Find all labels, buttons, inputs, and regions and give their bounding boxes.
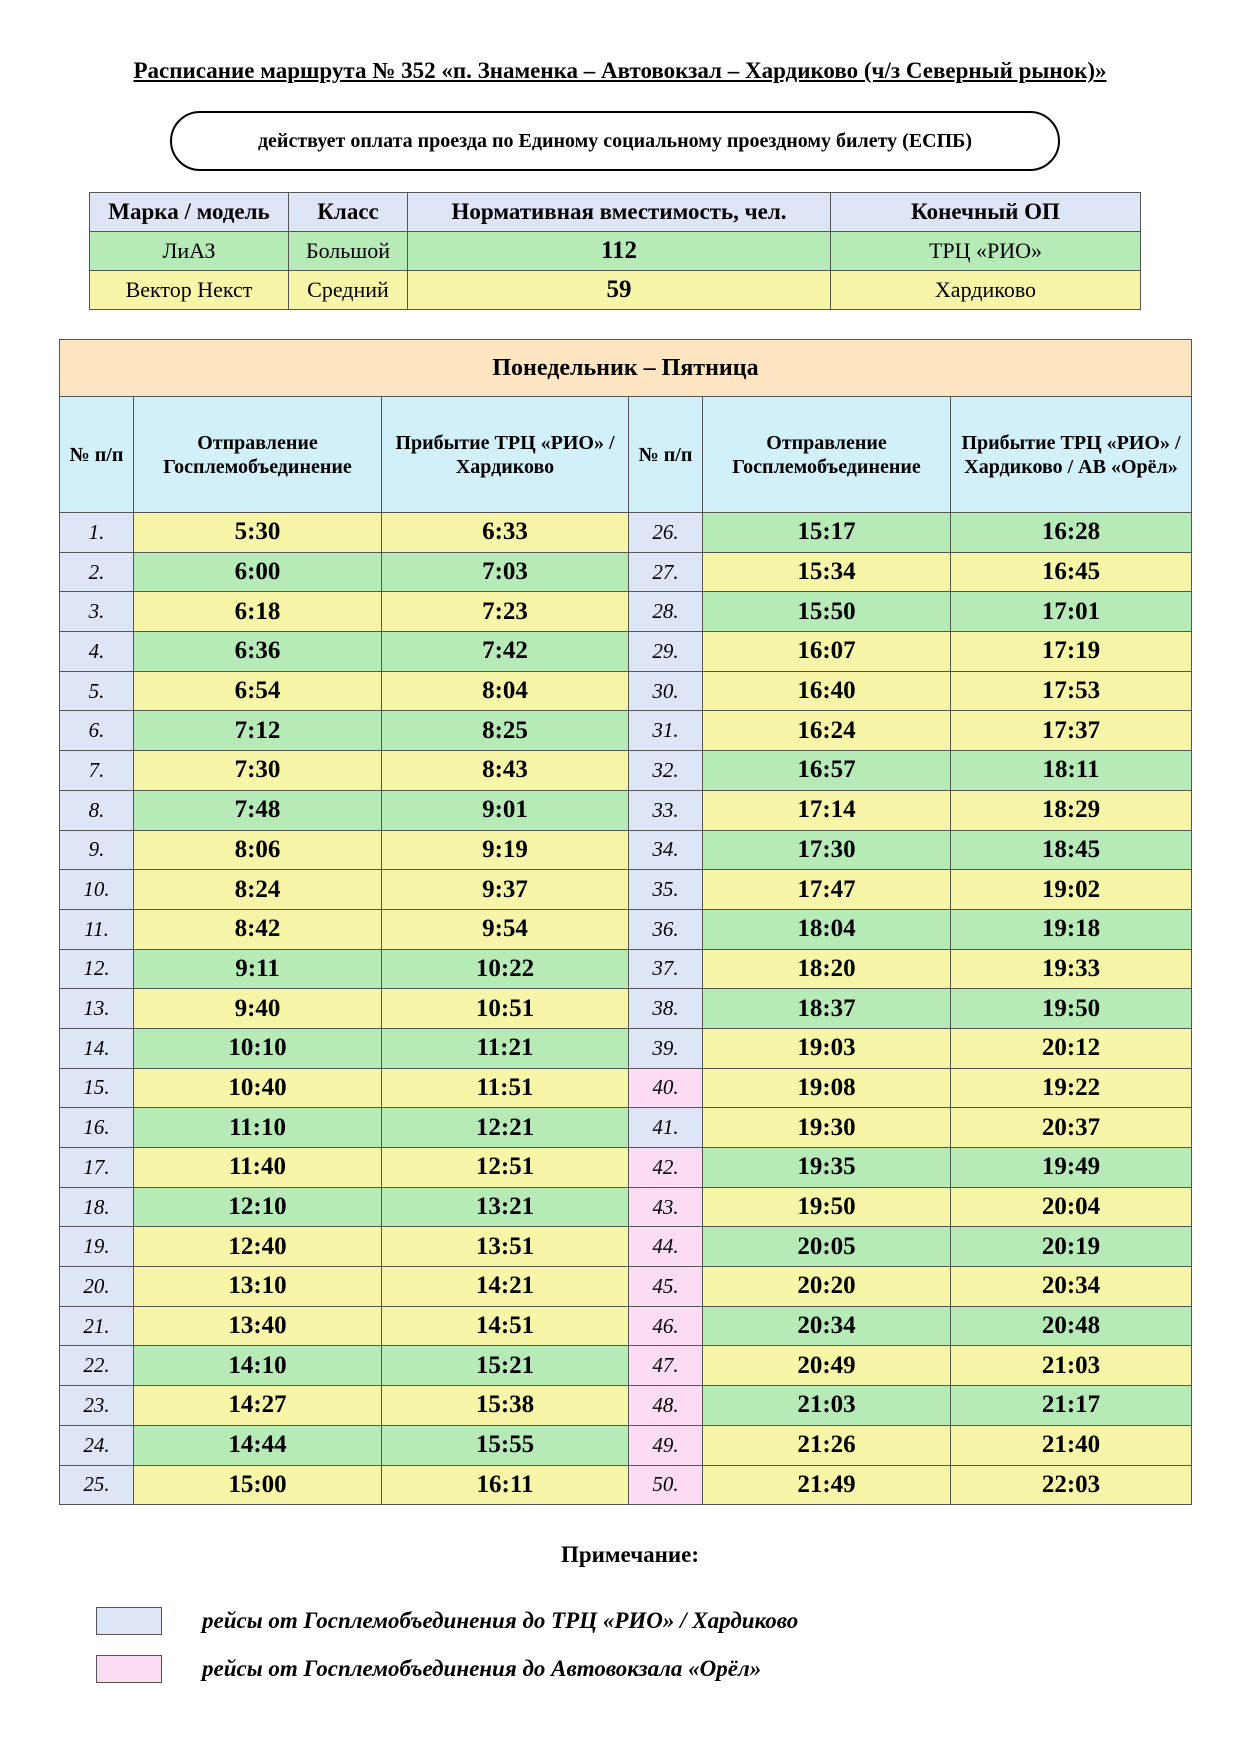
table-row [60, 1346, 1192, 1386]
trip-num: 10. [60, 870, 134, 910]
table-row [60, 1028, 1192, 1068]
header-depart-right: Отправление Госплемобъединение [703, 397, 951, 513]
depart-time: 14:44 [134, 1425, 382, 1465]
arrive-time: 19:50 [951, 989, 1192, 1029]
depart-time: 7:48 [134, 790, 382, 830]
depart-time: 6:54 [134, 671, 382, 711]
depart-time: 18:20 [703, 949, 951, 989]
trip-num: 36. [629, 909, 703, 949]
trip-num: 12. [60, 949, 134, 989]
table-row [60, 632, 1192, 672]
arrive-time: 18:29 [951, 790, 1192, 830]
arrive-time: 7:23 [382, 592, 629, 632]
depart-time: 19:08 [703, 1068, 951, 1108]
arrive-time: 19:18 [951, 909, 1192, 949]
vehicle-class: Большой [289, 232, 408, 271]
depart-time: 14:27 [134, 1386, 382, 1426]
depart-time: 12:10 [134, 1187, 382, 1227]
trip-num: 23. [60, 1386, 134, 1426]
depart-time: 17:47 [703, 870, 951, 910]
trip-num: 41. [629, 1108, 703, 1148]
trip-num: 30. [629, 671, 703, 711]
table-row [60, 592, 1192, 632]
arrive-time: 16:45 [951, 552, 1192, 592]
arrive-time: 18:45 [951, 830, 1192, 870]
depart-time: 15:34 [703, 552, 951, 592]
trip-num: 49. [629, 1425, 703, 1465]
depart-time: 21:03 [703, 1386, 951, 1426]
table-row [60, 552, 1192, 592]
vehicle-row [90, 271, 1141, 310]
table-row [60, 830, 1192, 870]
trip-num: 32. [629, 751, 703, 791]
trip-num: 46. [629, 1306, 703, 1346]
arrive-time: 8:04 [382, 671, 629, 711]
arrive-time: 20:37 [951, 1108, 1192, 1148]
vehicle-model: ЛиАЗ [90, 232, 289, 271]
depart-time: 10:40 [134, 1068, 382, 1108]
arrive-time: 19:02 [951, 870, 1192, 910]
vehicle-capacity: 112 [408, 232, 831, 271]
depart-time: 18:04 [703, 909, 951, 949]
table-row [60, 751, 1192, 791]
depart-time: 7:12 [134, 711, 382, 751]
vehicles-table [89, 192, 1141, 310]
schedule-day-row [60, 340, 1192, 397]
header-model: Марка / модель [90, 193, 289, 232]
depart-time: 15:17 [703, 513, 951, 553]
legend-text-rio: рейсы от Госплемобъединения до ТРЦ «РИО» / Хардиково [202, 1608, 799, 1633]
depart-time: 16:57 [703, 751, 951, 791]
table-row [60, 1108, 1192, 1148]
depart-time: 8:42 [134, 909, 382, 949]
header-num-left: № п/п [60, 397, 134, 513]
note-title: Примечание: [560, 1542, 700, 1567]
arrive-time: 9:37 [382, 870, 629, 910]
arrive-time: 21:03 [951, 1346, 1192, 1386]
arrive-time: 20:48 [951, 1306, 1192, 1346]
trip-num: 45. [629, 1267, 703, 1307]
arrive-time: 10:22 [382, 949, 629, 989]
header-class: Класс [289, 193, 408, 232]
trip-num: 13. [60, 989, 134, 1029]
trip-num: 48. [629, 1386, 703, 1426]
vehicles-header-row [90, 193, 1141, 232]
depart-time: 15:00 [134, 1465, 382, 1505]
arrive-time: 21:40 [951, 1425, 1192, 1465]
trip-num: 6. [60, 711, 134, 751]
arrive-time: 13:51 [382, 1227, 629, 1267]
trip-num: 47. [629, 1346, 703, 1386]
trip-num: 2. [60, 552, 134, 592]
depart-time: 17:14 [703, 790, 951, 830]
arrive-time: 19:49 [951, 1148, 1192, 1188]
depart-time: 16:07 [703, 632, 951, 672]
table-row [60, 1306, 1192, 1346]
depart-time: 21:26 [703, 1425, 951, 1465]
trip-num: 8. [60, 790, 134, 830]
legend-swatch-pink [96, 1655, 162, 1683]
table-row [60, 671, 1192, 711]
trip-num: 20. [60, 1267, 134, 1307]
depart-time: 20:20 [703, 1267, 951, 1307]
trip-num: 11. [60, 909, 134, 949]
arrive-time: 12:21 [382, 1108, 629, 1148]
table-row [60, 949, 1192, 989]
arrive-time: 10:51 [382, 989, 629, 1029]
trip-num: 25. [60, 1465, 134, 1505]
depart-time: 8:06 [134, 830, 382, 870]
table-row [60, 989, 1192, 1029]
trip-num: 18. [60, 1187, 134, 1227]
depart-time: 11:40 [134, 1148, 382, 1188]
arrive-time: 16:11 [382, 1465, 629, 1505]
arrive-time: 17:01 [951, 592, 1192, 632]
arrive-time: 9:01 [382, 790, 629, 830]
trip-num: 9. [60, 830, 134, 870]
trip-num: 33. [629, 790, 703, 830]
arrive-time: 18:11 [951, 751, 1192, 791]
arrive-time: 22:03 [951, 1465, 1192, 1505]
header-arrive-right: Прибытие ТРЦ «РИО» / Хардиково / АВ «Орёл» [951, 397, 1192, 513]
header-arrive-left: Прибытие ТРЦ «РИО» / Хардиково [382, 397, 629, 513]
schedule-header-row [60, 397, 1192, 513]
depart-time: 19:50 [703, 1187, 951, 1227]
vehicle-model: Вектор Некст [90, 271, 289, 310]
depart-time: 10:10 [134, 1028, 382, 1068]
header-terminal: Конечный ОП [831, 193, 1141, 232]
trip-num: 50. [629, 1465, 703, 1505]
header-num-right: № п/п [629, 397, 703, 513]
trip-num: 31. [629, 711, 703, 751]
arrive-time: 8:25 [382, 711, 629, 751]
trip-num: 7. [60, 751, 134, 791]
trip-num: 17. [60, 1148, 134, 1188]
table-row [60, 1187, 1192, 1227]
table-row [60, 513, 1192, 553]
trip-num: 24. [60, 1425, 134, 1465]
depart-time: 19:03 [703, 1028, 951, 1068]
trip-num: 42. [629, 1148, 703, 1188]
table-row [60, 1386, 1192, 1426]
depart-time: 19:35 [703, 1148, 951, 1188]
trip-num: 21. [60, 1306, 134, 1346]
legend-text-orel: рейсы от Госплемобъединения до Автовокзала «Орёл» [202, 1656, 762, 1681]
depart-time: 6:36 [134, 632, 382, 672]
arrive-time: 20:34 [951, 1267, 1192, 1307]
arrive-time: 19:22 [951, 1068, 1192, 1108]
depart-time: 9:11 [134, 949, 382, 989]
vehicle-terminal: Хардиково [831, 271, 1141, 310]
vehicle-capacity: 59 [408, 271, 831, 310]
depart-time: 16:40 [703, 671, 951, 711]
arrive-time: 17:53 [951, 671, 1192, 711]
espb-notice: действует оплата проезда по Единому социальному проездному билету (ЕСПБ) [170, 111, 1060, 171]
vehicle-class: Средний [289, 271, 408, 310]
trip-num: 34. [629, 830, 703, 870]
depart-time: 21:49 [703, 1465, 951, 1505]
schedule-day: Понедельник – Пятница [60, 340, 1192, 397]
arrive-time: 17:19 [951, 632, 1192, 672]
trip-num: 22. [60, 1346, 134, 1386]
trip-num: 15. [60, 1068, 134, 1108]
arrive-time: 12:51 [382, 1148, 629, 1188]
depart-time: 13:40 [134, 1306, 382, 1346]
table-row [60, 1425, 1192, 1465]
arrive-time: 13:21 [382, 1187, 629, 1227]
arrive-time: 20:12 [951, 1028, 1192, 1068]
arrive-time: 15:55 [382, 1425, 629, 1465]
trip-num: 39. [629, 1028, 703, 1068]
depart-time: 13:10 [134, 1267, 382, 1307]
depart-time: 15:50 [703, 592, 951, 632]
arrive-time: 17:37 [951, 711, 1192, 751]
depart-time: 20:05 [703, 1227, 951, 1267]
legend-swatch-blue [96, 1607, 162, 1635]
vehicle-row [90, 232, 1141, 271]
trip-num: 44. [629, 1227, 703, 1267]
arrive-time: 7:42 [382, 632, 629, 672]
depart-time: 12:40 [134, 1227, 382, 1267]
trip-num: 19. [60, 1227, 134, 1267]
depart-time: 11:10 [134, 1108, 382, 1148]
page-title: Расписание маршрута № 352 «п. Знаменка – Автовокзал – Хардиково (ч/з Северный рынок)» [133, 58, 1107, 83]
depart-time: 7:30 [134, 751, 382, 791]
arrive-time: 21:17 [951, 1386, 1192, 1426]
depart-time: 6:18 [134, 592, 382, 632]
arrive-time: 14:51 [382, 1306, 629, 1346]
depart-time: 20:49 [703, 1346, 951, 1386]
arrive-time: 20:19 [951, 1227, 1192, 1267]
arrive-time: 7:03 [382, 552, 629, 592]
arrive-time: 11:21 [382, 1028, 629, 1068]
table-row [60, 1465, 1192, 1505]
trip-num: 38. [629, 989, 703, 1029]
arrive-time: 16:28 [951, 513, 1192, 553]
trip-num: 40. [629, 1068, 703, 1108]
table-row [60, 790, 1192, 830]
arrive-time: 9:19 [382, 830, 629, 870]
trip-num: 16. [60, 1108, 134, 1148]
table-row [60, 870, 1192, 910]
depart-time: 18:37 [703, 989, 951, 1029]
trip-num: 28. [629, 592, 703, 632]
depart-time: 8:24 [134, 870, 382, 910]
trip-num: 43. [629, 1187, 703, 1227]
trip-num: 26. [629, 513, 703, 553]
arrive-time: 14:21 [382, 1267, 629, 1307]
schedule-table [59, 339, 1192, 1505]
depart-time: 9:40 [134, 989, 382, 1029]
arrive-time: 6:33 [382, 513, 629, 553]
table-row [60, 1148, 1192, 1188]
table-row [60, 1068, 1192, 1108]
depart-time: 16:24 [703, 711, 951, 751]
arrive-time: 11:51 [382, 1068, 629, 1108]
arrive-time: 20:04 [951, 1187, 1192, 1227]
trip-num: 5. [60, 671, 134, 711]
depart-time: 6:00 [134, 552, 382, 592]
vehicle-terminal: ТРЦ «РИО» [831, 232, 1141, 271]
depart-time: 14:10 [134, 1346, 382, 1386]
trip-num: 27. [629, 552, 703, 592]
table-row [60, 909, 1192, 949]
trip-num: 14. [60, 1028, 134, 1068]
legend-item-rio [96, 1606, 798, 1636]
trip-num: 35. [629, 870, 703, 910]
depart-time: 20:34 [703, 1306, 951, 1346]
trip-num: 4. [60, 632, 134, 672]
trip-num: 37. [629, 949, 703, 989]
arrive-time: 19:33 [951, 949, 1192, 989]
arrive-time: 15:38 [382, 1386, 629, 1426]
legend-item-orel [96, 1654, 761, 1684]
depart-time: 17:30 [703, 830, 951, 870]
header-depart-left: Отправление Госплемобъединение [134, 397, 382, 513]
arrive-time: 9:54 [382, 909, 629, 949]
depart-time: 5:30 [134, 513, 382, 553]
arrive-time: 8:43 [382, 751, 629, 791]
trip-num: 29. [629, 632, 703, 672]
table-row [60, 711, 1192, 751]
depart-time: 19:30 [703, 1108, 951, 1148]
table-row [60, 1227, 1192, 1267]
header-capacity: Нормативная вместимость, чел. [408, 193, 831, 232]
trip-num: 3. [60, 592, 134, 632]
table-row [60, 1267, 1192, 1307]
trip-num: 1. [60, 513, 134, 553]
arrive-time: 15:21 [382, 1346, 629, 1386]
